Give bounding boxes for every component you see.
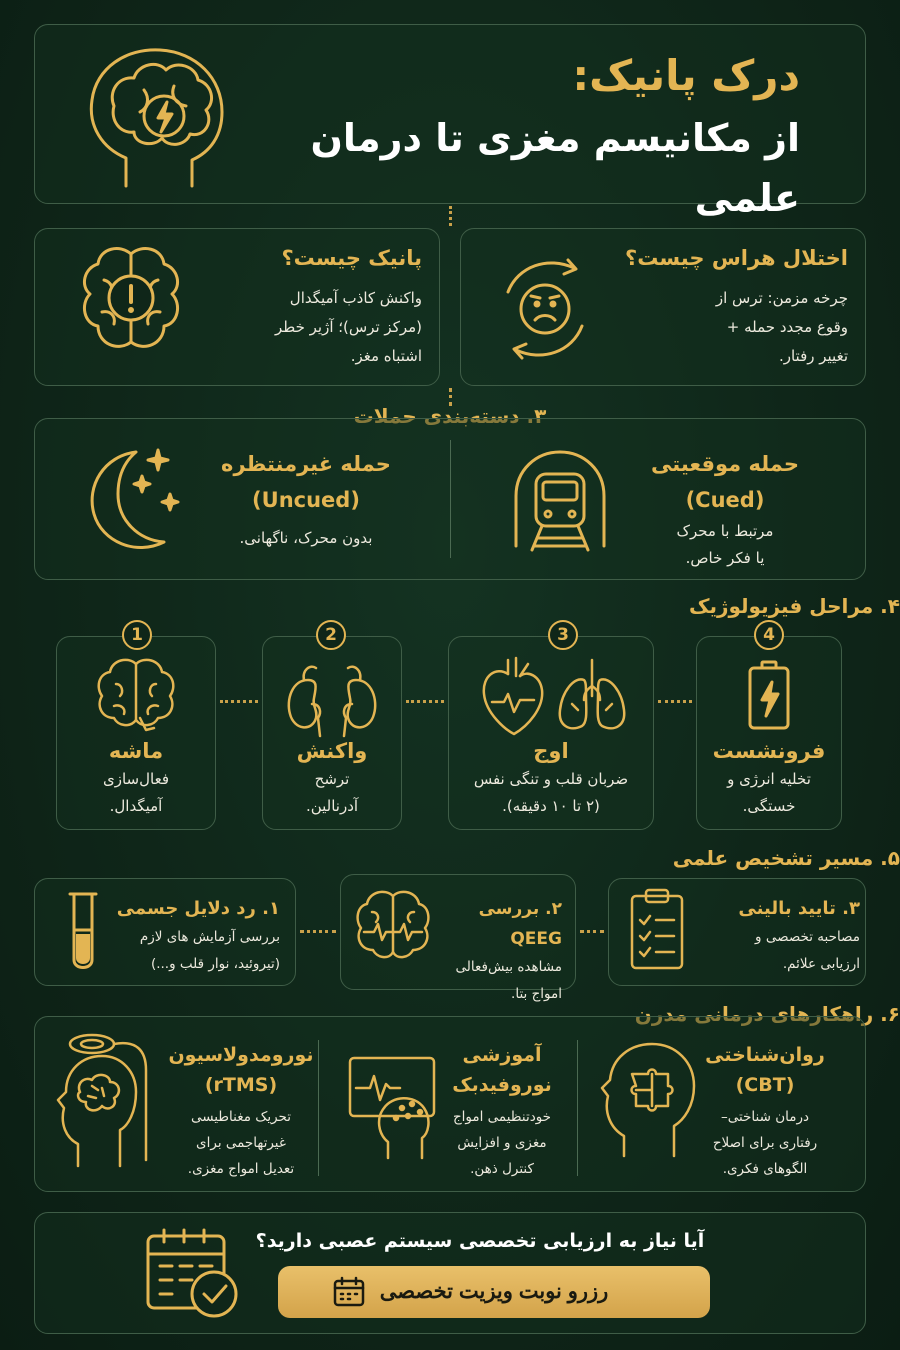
brain-waves-icon xyxy=(354,888,432,964)
stage-number-1: 1 xyxy=(122,620,152,650)
monitor-head-icon xyxy=(344,1054,440,1164)
treatment-cbt-desc-1: درمان شناختی– xyxy=(720,1109,809,1125)
divider xyxy=(450,440,451,558)
book-appointment-label: رزرو نوبت ویزیت تخصصی xyxy=(379,1280,609,1303)
section-stages-title: ۴. مراحل فیزیولوژیک xyxy=(689,594,900,618)
diagnosis-1-title: ۱. رد دلایل جسمی xyxy=(116,898,280,919)
treatment-cbt-desc-3: الگوهای فکری. xyxy=(722,1161,808,1177)
stage-number-3: 3 xyxy=(548,620,578,650)
heart-icon xyxy=(478,656,548,736)
stage-1-desc-2: آمیگدال. xyxy=(109,797,163,815)
treatment-rtms-subtitle: (rTMS) xyxy=(204,1074,278,1096)
stage-2-text xyxy=(262,736,402,820)
treatment-neurofeedback-desc-3: کنترل ذهن. xyxy=(470,1161,534,1177)
checklist-icon xyxy=(628,888,686,972)
stage-2-title: واکنش xyxy=(296,739,368,763)
uncued-subtitle: (Uncued) xyxy=(252,488,360,512)
connector-dots xyxy=(406,700,444,703)
test-tube-icon xyxy=(66,890,100,974)
section-diagnosis-title: ۵. مسیر تشخیص علمی xyxy=(672,846,900,870)
treatment-rtms-title: نورومدولاسیون xyxy=(168,1044,314,1066)
battery-icon xyxy=(744,660,794,732)
cta-question: آیا نیاز به ارزیابی تخصصی سیستم عصبی دارید؟ xyxy=(255,1230,705,1252)
connector-dots xyxy=(449,206,452,226)
treatment-cbt-text xyxy=(698,1040,832,1182)
treatment-rtms-desc-2: غیرتهاجمی برای xyxy=(196,1135,286,1151)
train-icon xyxy=(510,446,610,554)
diagnosis-2-title: ۲. بررسی QEEG xyxy=(478,899,562,949)
panic-disorder-title: اختلال هراس چیست؟ xyxy=(625,246,848,270)
panic-disorder-desc-2: وقوع مجدد حمله + xyxy=(726,318,848,336)
connector-dots xyxy=(300,930,336,933)
head-puzzle-icon xyxy=(598,1040,698,1160)
stage-3-desc-1: ضربان قلب و تنگی نفس xyxy=(473,770,629,788)
connector-dots xyxy=(220,700,258,703)
stage-number-2: 2 xyxy=(316,620,346,650)
diagnosis-1-desc-1: بررسی آزمایش های لازم xyxy=(139,929,280,945)
stage-1-title: ماشه xyxy=(108,739,164,763)
page-title-line1: درک پانیک: xyxy=(572,51,800,100)
treatment-neurofeedback-desc-1: خودتنظیمی امواج xyxy=(452,1109,552,1125)
uncued-text xyxy=(186,446,426,553)
treatment-neurofeedback-desc-2: مغزی و افزایش xyxy=(457,1135,547,1151)
head-brain-lightning-icon xyxy=(74,40,244,190)
diagnosis-3-desc-1: مصاحبه تخصصی و xyxy=(755,929,860,945)
lungs-icon xyxy=(556,656,628,736)
stage-2-desc-1: ترشح xyxy=(314,770,350,788)
panic-disorder-text xyxy=(618,242,848,371)
treatment-rtms-desc-3: تعدیل امواج مغزی. xyxy=(187,1161,295,1177)
page-title-line2: از مکانیسم مغزی تا درمان علمی xyxy=(310,116,800,220)
divider xyxy=(318,1040,319,1176)
moon-stars-icon xyxy=(80,444,184,554)
stage-3-desc-2: (۲ تا ۱۰ دقیقه). xyxy=(502,797,600,815)
treatment-cbt-desc-2: رفتاری برای اصلاح xyxy=(712,1135,818,1151)
uncued-title: حمله غیرمنتظره xyxy=(221,452,391,476)
brain-icon xyxy=(94,656,178,732)
uncued-desc: بدون محرک، ناگهانی. xyxy=(239,529,373,547)
treatment-neurofeedback-title2: نوروفیدبک xyxy=(452,1074,552,1096)
page-title xyxy=(240,44,800,228)
treatment-rtms-text xyxy=(166,1040,316,1182)
connector-dots xyxy=(658,700,692,703)
stage-4-desc-2: خستگی. xyxy=(742,797,796,815)
cued-desc-1: مرتبط با محرک xyxy=(676,522,774,540)
section-treatment-title: ۶. راهکارهای درمانی مدرن xyxy=(634,1002,900,1026)
stage-1-text xyxy=(56,736,216,820)
treatment-neurofeedback-title1: آموزشی xyxy=(462,1044,542,1066)
diagnosis-3-text xyxy=(710,894,860,978)
divider xyxy=(577,1040,578,1176)
cued-text xyxy=(620,446,830,572)
stage-1-desc-1: فعال‌سازی xyxy=(103,770,169,788)
stage-4-title: فرونشست xyxy=(712,739,826,763)
cued-desc-2: یا فکر خاص. xyxy=(685,549,765,567)
panic-card-text xyxy=(162,242,422,371)
stage-2-desc-2: آدرنالین. xyxy=(305,797,359,815)
stage-4-text xyxy=(696,736,842,820)
panic-desc-2: (مرکز ترس)؛ آژیر خطر xyxy=(275,318,422,336)
treatment-neurofeedback-text xyxy=(432,1040,572,1182)
stage-3-text xyxy=(448,736,654,820)
cued-title: حمله موقعیتی xyxy=(651,452,799,476)
calendar-check-icon xyxy=(142,1226,242,1322)
cued-subtitle: (Cued) xyxy=(685,488,765,512)
diagnosis-3-title: ۳. تایید بالینی xyxy=(738,898,860,919)
kidneys-icon xyxy=(282,660,382,736)
head-coil-icon xyxy=(56,1030,156,1170)
section-classification-title: ۳. دسته‌بندی حملات xyxy=(353,404,547,428)
sad-face-cycle-icon xyxy=(488,252,602,366)
panic-desc-3: اشتباه مغز. xyxy=(350,347,422,365)
diagnosis-2-text xyxy=(426,894,562,1008)
diagnosis-1-desc-2: (تیروئید، نوار قلب و...) xyxy=(150,956,280,972)
diagnosis-2-desc-2: امواج بتا. xyxy=(511,986,562,1002)
treatment-cbt-title: روان‌شناختی xyxy=(705,1044,825,1066)
stage-3-title: اوج xyxy=(533,739,569,763)
panic-disorder-desc-3: تغییر رفتار. xyxy=(778,347,848,365)
diagnosis-1-text xyxy=(100,894,280,978)
diagnosis-3-desc-2: ارزیابی علائم. xyxy=(782,956,860,972)
connector-dots xyxy=(580,930,604,933)
treatment-rtms-desc-1: تحریک مغناطیسی xyxy=(190,1109,292,1125)
stage-number-4: 4 xyxy=(754,620,784,650)
panic-desc-1: واکنش کاذب آمیگدال xyxy=(289,289,422,307)
treatment-cbt-subtitle: (CBT) xyxy=(735,1074,795,1096)
panic-title: پانیک چیست؟ xyxy=(281,246,422,270)
stage-4-desc-1: تخلیه انرژی و xyxy=(727,770,811,788)
diagnosis-2-desc-1: مشاهده بیش‌فعالی xyxy=(455,959,562,975)
calendar-icon xyxy=(332,1276,366,1308)
panic-disorder-desc-1: چرخه مزمن: ترس از xyxy=(715,289,848,307)
